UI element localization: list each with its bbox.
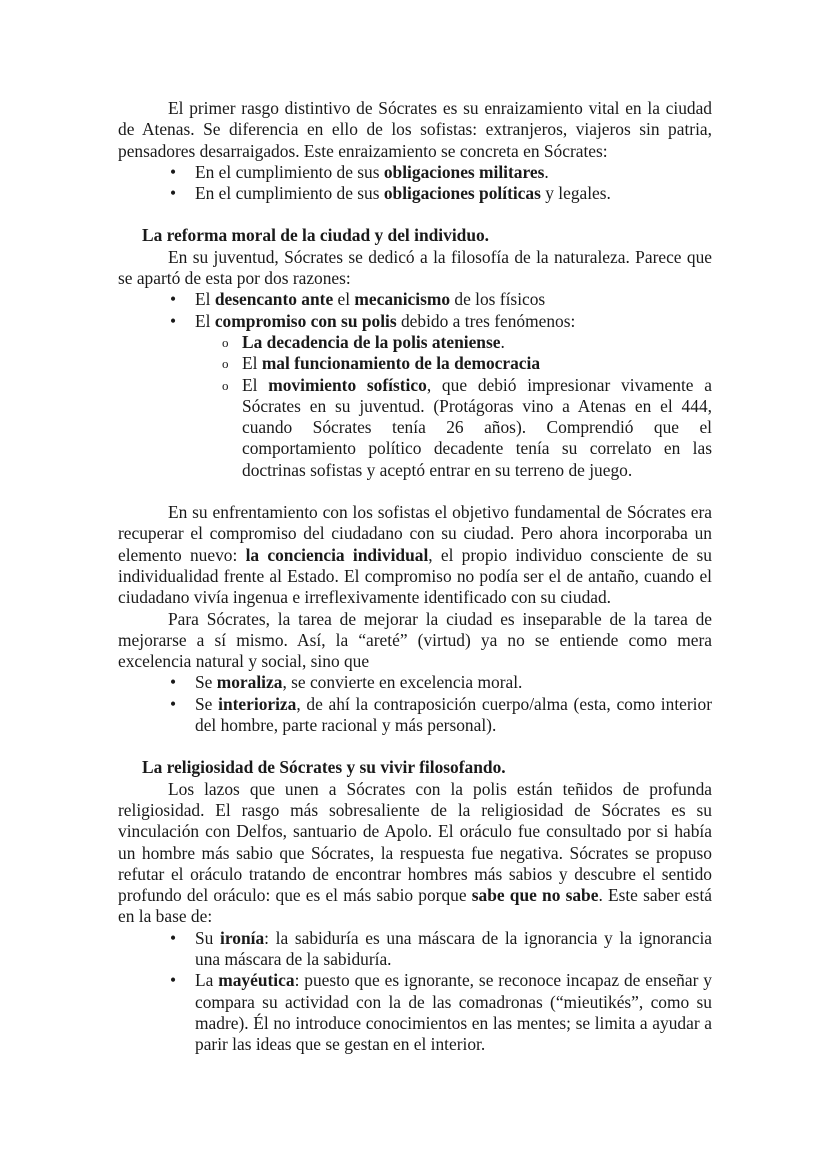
sublist-fenomenos <box>118 332 712 481</box>
list-item <box>118 672 712 693</box>
circle-bullet-marker-icon: o <box>222 377 229 393</box>
paragraph-arete <box>118 609 712 673</box>
circle-bullet-marker-icon: o <box>222 334 229 350</box>
circle-bullet-marker-icon: o <box>222 356 229 372</box>
paragraph-juventud <box>118 247 712 290</box>
paragraph-intro <box>118 98 712 162</box>
list-item-text <box>195 928 712 969</box>
text-run: El <box>242 353 262 374</box>
bullet-marker-icon: • <box>170 970 177 991</box>
text-run: : la sabiduría es una máscara de la ignorancia y la ignorancia una máscara de la sabiduría. <box>195 927 712 969</box>
text-run: En el cumplimiento de sus <box>195 183 384 204</box>
paragraph-arete-text: Para Sócrates, la tarea de mejorar la ciudad es inseparable de la tarea de mejorarse a sí mismo. Así, la “areté” (virtud) ya no se entiende como mera excelencia natural y social, sino que <box>118 608 712 672</box>
bold-run: mal funcionamiento de la democracia <box>261 353 541 374</box>
document-body <box>118 98 712 1055</box>
paragraph-religiosidad <box>118 779 712 928</box>
list-item-text <box>195 970 712 1054</box>
text-run: : puesto que es ignorante, se reconoce incapaz de enseñar y compara su actividad con la de las comadronas (“mieutikés”, como su madre). Él no introduce conocimientos en las mentes; se limita a ayudar a parir las ideas que se gestan en el interior. <box>195 970 712 1055</box>
text-run: En su enfrentamiento con los sofistas el objetivo fundamental de Sócrates era recuperar el compromiso del ciudadano con su ciudad. Pero ahora incorporaba un elemento nuevo: <box>118 502 712 565</box>
bold-run: mayéutica <box>218 970 295 991</box>
list-item <box>118 289 712 310</box>
list-item <box>118 375 712 481</box>
heading-reforma-moral: La reforma moral de la ciudad y del individuo. <box>142 225 490 246</box>
list-item-text <box>195 672 522 692</box>
list-razones <box>118 289 712 332</box>
bold-run: compromiso con su polis <box>214 310 397 331</box>
heading-religiosidad: La religiosidad de Sócrates y su vivir filosofando. <box>142 757 506 778</box>
text-run: , el propio individuo consciente de su individualidad frente al Estado. El compromiso no podía ser el de antaño, cuando el ciudadano vivía ingenua e irreflexivamente identificado con su ciudad. <box>118 544 713 608</box>
list-item <box>118 183 712 204</box>
text-run: . Este saber está en la base de: <box>118 885 712 927</box>
text-run: En el cumplimiento de sus <box>195 161 384 182</box>
text-run: El <box>195 289 215 310</box>
bold-run: obligaciones políticas <box>383 183 541 204</box>
list-item-text <box>242 375 712 480</box>
bold-run: interioriza <box>218 693 297 714</box>
paragraph-enfrentamiento <box>118 502 712 608</box>
bullet-marker-icon: • <box>170 672 177 693</box>
bullet-marker-icon: • <box>170 310 177 331</box>
list-item-text <box>242 332 505 352</box>
list-enraizamiento <box>118 162 712 205</box>
list-item-text <box>195 183 611 203</box>
bold-run: ironía <box>220 927 265 948</box>
text-run: el <box>333 289 355 310</box>
list-ironia-mayeutica <box>118 928 712 1056</box>
text-run: Se <box>195 693 219 714</box>
text-run: , se convierte en excelencia moral. <box>282 672 523 693</box>
text-run: , que debió impresionar vivamente a Sócrates en su juventud. (Protágoras vino a Atenas en el 444, cuando Sócrates tenía 26 años). Comprendió que el comportamiento político decadente tenía su correlato en las doctrinas sofistas y aceptó entrar en su terreno de juego. <box>242 374 712 480</box>
bold-run: obligaciones militares <box>383 161 545 182</box>
text-run: El <box>242 374 269 395</box>
text-run: y legales. <box>540 183 611 204</box>
bold-run: la conciencia individual <box>245 544 429 565</box>
list-moraliza-interioriza <box>118 672 712 736</box>
bullet-marker-icon: • <box>170 289 177 310</box>
list-item-text <box>195 694 712 735</box>
bullet-marker-icon: • <box>170 183 177 204</box>
list-item <box>118 332 712 353</box>
list-item-text <box>195 289 545 309</box>
text-run: Su <box>195 927 221 948</box>
bullet-marker-icon: • <box>170 693 177 714</box>
bold-run: moraliza <box>216 672 283 693</box>
text-run: . <box>500 331 505 352</box>
text-run: , de ahí la contraposición cuerpo/alma (esta, como interior del hombre, parte racional y más personal). <box>195 693 712 736</box>
paragraph-intro-text: El primer rasgo distintivo de Sócrates es su enraizamiento vital en la ciudad de Atenas. Se diferencia en ello de los sofistas: extranjeros, viajeros sin patria, pensadores desarraigados. Este enraizamiento se concreta en Sócrates: <box>118 98 712 161</box>
text-run: debido a tres fenómenos: <box>396 310 576 331</box>
bullet-marker-icon: • <box>170 927 177 948</box>
bold-run: movimiento sofístico <box>268 374 427 395</box>
text-run: La <box>195 970 219 991</box>
list-item-text <box>195 311 575 331</box>
list-item <box>118 694 712 737</box>
bold-run: sabe que no sabe <box>471 885 599 906</box>
text-run: . <box>544 161 549 182</box>
list-item <box>118 970 712 1055</box>
bold-run: desencanto ante <box>214 289 334 310</box>
text-run: Se <box>195 672 217 693</box>
list-item <box>118 311 712 332</box>
bold-run: La decadencia de la polis ateniense <box>242 331 501 352</box>
list-item-text <box>195 162 549 182</box>
section-spacer <box>118 736 712 757</box>
bold-run: mecanicismo <box>354 289 451 310</box>
text-run: de los físicos <box>450 289 546 310</box>
list-item-text <box>242 353 540 373</box>
list-item <box>118 928 712 971</box>
text-run: El <box>195 310 215 331</box>
bullet-marker-icon: • <box>170 161 177 182</box>
paragraph-juventud-text: En su juventud, Sócrates se dedicó a la filosofía de la naturaleza. Parece que se apartó de esta por dos razones: <box>118 246 712 289</box>
section-spacer <box>118 204 712 225</box>
list-item <box>118 353 712 374</box>
section-spacer <box>118 481 712 502</box>
list-item <box>118 162 712 183</box>
text-run: Los lazos que unen a Sócrates con la polis están teñidos de profunda religiosidad. El rasgo más sobresaliente de la religiosidad de Sócrates es su vinculación con Delfos, santuario de Apolo. El oráculo fue consultado por si había un hombre más sabio que Sócrates, la respuesta fue negativa. Sócrates se propuso refutar el oráculo tratando de encontrar hombres más sabios y descubre el sentido profundo del oráculo: que es el más sabio porque <box>118 778 712 906</box>
